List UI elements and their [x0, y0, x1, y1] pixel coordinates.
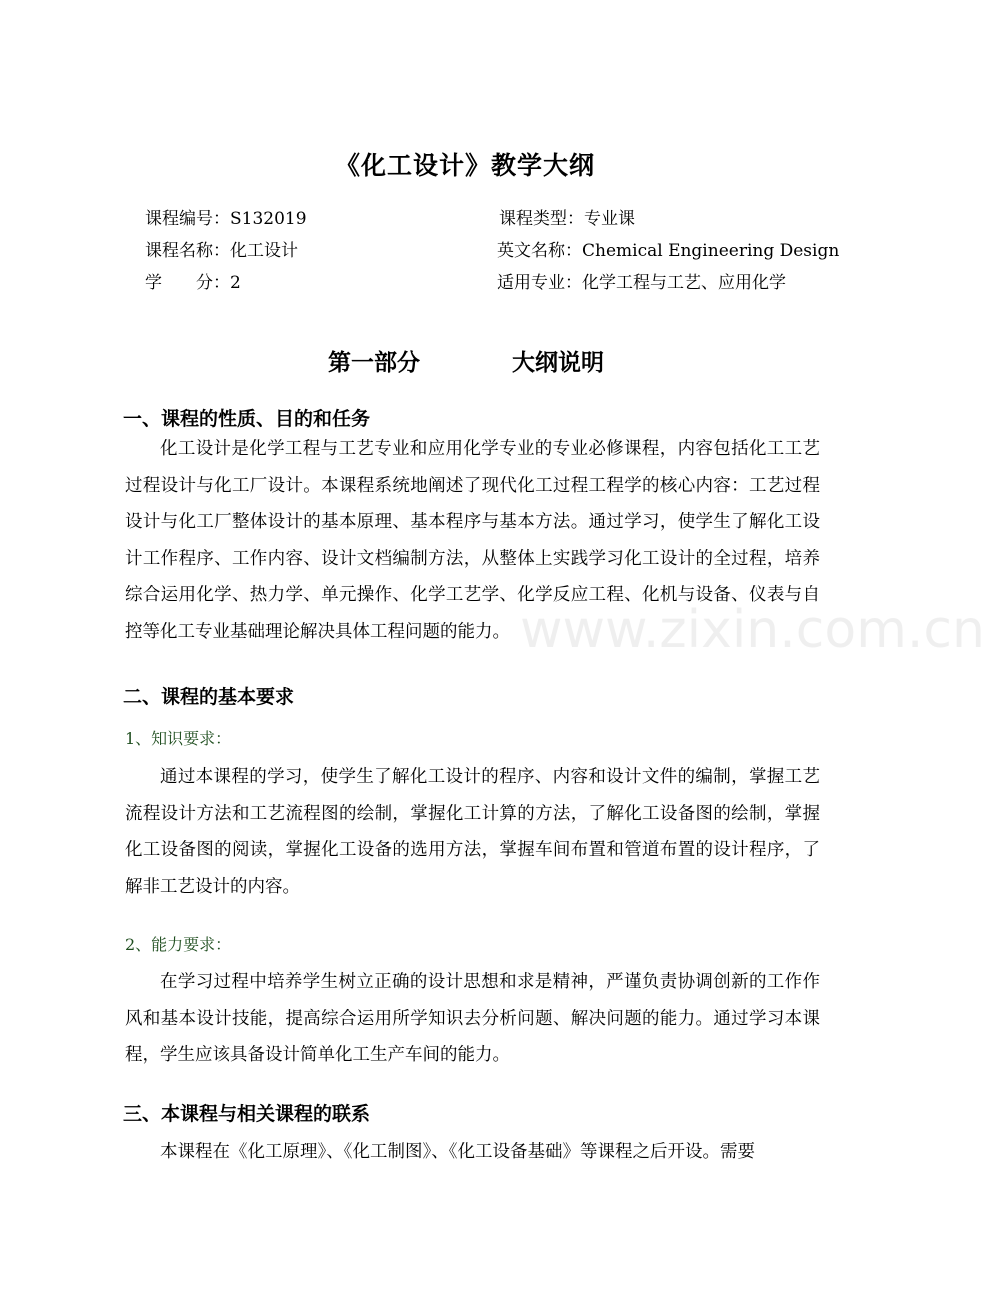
major-label: 适用专业：	[497, 273, 582, 293]
credits-value: 2	[230, 273, 241, 293]
section-3-heading: 三、本课程与相关课程的联系	[123, 1103, 371, 1125]
credits-row	[145, 268, 241, 293]
course-type-row	[499, 204, 635, 229]
knowledge-requirements-paragraph: 通过本课程的学习，使学生了解化工设计的程序、内容和设计文件的编制，掌握工艺流程设计方法和工艺流程图的绘制，掌握化工计算的方法，了解化工设备图的绘制，掌握化工设备图的阅读，掌握化工设备的选用方法，掌握车间布置和管道布置的设计程序，了解非工艺设计的内容。	[125, 767, 820, 897]
course-name-label: 课程名称：	[145, 241, 230, 261]
section-1-heading: 一、课程的性质、目的和任务	[123, 408, 371, 430]
major-value: 化学工程与工艺、应用化学	[582, 273, 786, 293]
major-row	[497, 268, 786, 293]
english-name-row	[497, 236, 839, 261]
course-code-label: 课程编号：	[145, 209, 230, 229]
section-3-paragraph: 本课程在《化工原理》、《化工制图》、《化工设备基础》等课程之后开设。需要	[160, 1142, 755, 1162]
document-title: 《化工设计》教学大纲	[334, 151, 595, 180]
course-type-label: 课程类型：	[499, 209, 584, 229]
credits-label: 学 分：	[145, 273, 230, 293]
ability-requirements-heading: 2、能力要求：	[125, 935, 232, 954]
ability-requirements-paragraph: 在学习过程中培养学生树立正确的设计思想和求是精神，严谨负责协调创新的工作作风和基本设计技能，提高综合运用所学知识去分析问题、解决问题的能力。通过学习本课程，学生应该具备设计简单化工生产车间的能力。	[125, 972, 820, 1066]
course-code-value: S132019	[230, 209, 307, 229]
section-1-paragraph: 化工设计是化学工程与工艺专业和应用化学专业的专业必修课程，内容包括化工工艺过程设计与化工厂设计。本课程系统地阐述了现代化工过程工程学的核心内容：工艺过程设计与化工厂整体设计的基本原理、基本程序与基本方法。通过学习，使学生了解化工设计工作程序、工作内容、设计文档编制方法，从整体上实践学习化工设计的全过程，培养综合运用化学、热力学、单元操作、化学工艺学、化学反应工程、化机与设备、仪表与自控等化工专业基础理论解决具体工程问题的能力。	[125, 439, 820, 642]
english-name-label: 英文名称：	[497, 241, 582, 261]
course-type-value: 专业课	[584, 209, 635, 229]
course-name-value: 化工设计	[230, 241, 298, 261]
knowledge-requirements-heading: 1、知识要求：	[125, 729, 232, 748]
part-title: 大纲说明	[512, 350, 604, 376]
course-name-row	[145, 236, 298, 261]
part-label: 第一部分	[328, 350, 420, 376]
course-code-row	[145, 204, 307, 229]
watermark-text: www.zixin.com.cn	[520, 600, 985, 660]
english-name-value: Chemical Engineering Design	[582, 241, 840, 261]
section-2-heading: 二、课程的基本要求	[123, 686, 295, 708]
